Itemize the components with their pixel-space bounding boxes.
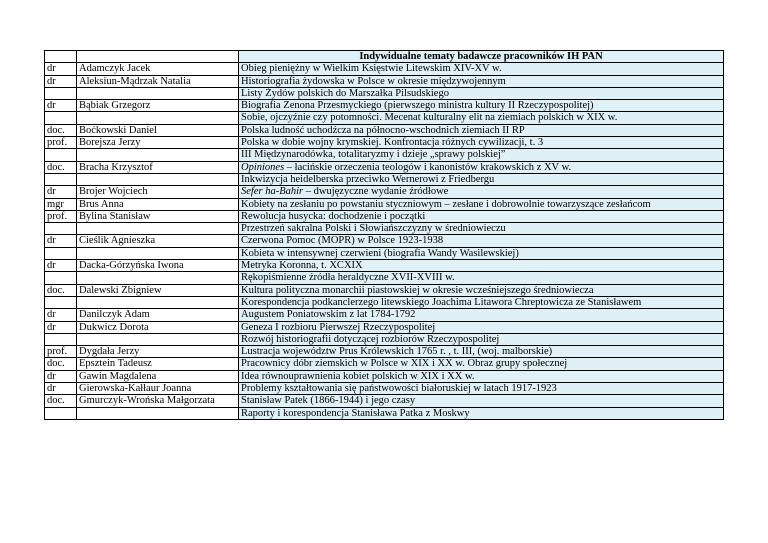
academic-title-cell: doc. — [45, 124, 77, 136]
header-title-column — [45, 51, 77, 63]
academic-title-cell: dr — [45, 383, 77, 395]
table-title: Indywidualne tematy badawcze pracowników IH PAN — [239, 51, 724, 63]
academic-title-cell — [45, 296, 77, 308]
table-row — [45, 346, 724, 358]
academic-title-cell: dr — [45, 370, 77, 382]
table-row — [45, 149, 724, 161]
academic-title-cell — [45, 247, 77, 259]
table-row — [45, 137, 724, 149]
research-topic-cell: Idea równouprawnienia kobiet polskich w XIX i XX w. — [239, 370, 724, 382]
research-topic-cell: Metryka Koronna, t. XCXIX — [239, 260, 724, 272]
academic-title-cell: dr — [45, 321, 77, 333]
table-row — [45, 395, 724, 407]
researcher-name-cell: Epsztein Tadeusz — [77, 358, 239, 370]
research-topic-cell: Inkwizycja heidelberska przeciwko Wernerowi z Friedbergu — [239, 173, 724, 185]
table-row — [45, 124, 724, 136]
research-topic-cell: Rozwój historiografii dotyczącej rozbiorów Rzeczypospolitej — [239, 333, 724, 345]
table-body — [45, 51, 724, 420]
academic-title-cell — [45, 87, 77, 99]
research-topic-cell: Historiografia żydowska w Polsce w okresie międzywojennym — [239, 75, 724, 87]
academic-title-cell — [45, 272, 77, 284]
research-topic-cell: Czerwona Pomoc (MOPR) w Polsce 1923-1938 — [239, 235, 724, 247]
research-topic-cell: Raporty i korespondencja Stanisława Patka z Moskwy — [239, 407, 724, 419]
academic-title-cell — [45, 223, 77, 235]
table-row — [45, 186, 724, 198]
research-topic-cell: Geneza I rozbioru Pierwszej Rzeczypospolitej — [239, 321, 724, 333]
table-row — [45, 247, 724, 259]
research-topic-cell: Stanisław Patek (1866-1944) i jego czasy — [239, 395, 724, 407]
table-row — [45, 100, 724, 112]
academic-title-cell: prof. — [45, 137, 77, 149]
researcher-name-cell — [77, 112, 239, 124]
researcher-name-cell: Aleksiun-Mądrzak Natalia — [77, 75, 239, 87]
research-topic-cell: Kobiety na zesłaniu po powstaniu styczniowym – zesłane i dobrowolnie towarzyszące zesłańcom — [239, 198, 724, 210]
topic-text: – łacińskie orzeczenia teologów i kanonistów krakowskich z XV w. — [284, 161, 572, 173]
research-topic-cell — [239, 186, 724, 198]
academic-title-cell: doc. — [45, 161, 77, 173]
researcher-name-cell: Boćkowski Daniel — [77, 124, 239, 136]
research-topic-cell: Kobieta w intensywnej czerwieni (biografia Wandy Wasilewskiej) — [239, 247, 724, 259]
researcher-name-cell — [77, 407, 239, 419]
header-name-column — [77, 51, 239, 63]
researcher-name-cell: Borejsza Jerzy — [77, 137, 239, 149]
research-topic-cell: III Międzynarodówka, totalitaryzmy i dzieje „sprawy polskiej” — [239, 149, 724, 161]
academic-title-cell: dr — [45, 100, 77, 112]
academic-title-cell: dr — [45, 235, 77, 247]
research-topic-cell: Przestrzeń sakralna Polski i Słowiańszczyzny w średniowieczu — [239, 223, 724, 235]
academic-title-cell — [45, 407, 77, 419]
researcher-name-cell: Gawin Magdalena — [77, 370, 239, 382]
researcher-name-cell: Bąbiak Grzegorz — [77, 100, 239, 112]
table-row — [45, 75, 724, 87]
researcher-name-cell: Dalewski Zbigniew — [77, 284, 239, 296]
table-row — [45, 210, 724, 222]
research-topic-cell: Polska w dobie wojny krymskiej. Konfrontacja różnych cywilizacji, t. 3 — [239, 137, 724, 149]
table-row — [45, 383, 724, 395]
researcher-name-cell — [77, 87, 239, 99]
academic-title-cell — [45, 112, 77, 124]
academic-title-cell — [45, 333, 77, 345]
table-row — [45, 358, 724, 370]
topic-italic-title: Opiniones — [241, 161, 285, 173]
table-row — [45, 235, 724, 247]
researcher-name-cell: Bylina Stanisław — [77, 210, 239, 222]
academic-title-cell: prof. — [45, 346, 77, 358]
topic-text: – dwujęzyczne wydanie źródłowe — [303, 186, 449, 198]
table-row — [45, 112, 724, 124]
researcher-name-cell: Dacka-Górzyńska Iwona — [77, 260, 239, 272]
table-row — [45, 161, 724, 173]
table-row — [45, 321, 724, 333]
table-row — [45, 407, 724, 419]
research-topic-cell: Lustracja województw Prus Królewskich 1765 r. , t. III, (woj. malborskie) — [239, 346, 724, 358]
topic-italic-title: Sefer ha-Bahir — [241, 186, 304, 198]
researcher-name-cell: Cieślik Agnieszka — [77, 235, 239, 247]
research-topic-cell: Rewolucja husycka: dochodzenie i początki — [239, 210, 724, 222]
table-row — [45, 87, 724, 99]
research-topic-cell: Listy Żydów polskich do Marszałka Pilsudskiego — [239, 87, 724, 99]
researcher-name-cell — [77, 223, 239, 235]
table-row — [45, 309, 724, 321]
academic-title-cell — [45, 173, 77, 185]
academic-title-cell: dr — [45, 75, 77, 87]
research-topic-cell: Kultura polityczna monarchii piastowskiej w okresie wcześniejszego średniowiecza — [239, 284, 724, 296]
research-topic-cell: Polska ludność uchodźcza na północno-wschodnich ziemiach II RP — [239, 124, 724, 136]
research-topic-cell: Rękopiśmienne źródła heraldyczne XVII-XVIII w. — [239, 272, 724, 284]
table-row — [45, 333, 724, 345]
researcher-name-cell: Brojer Wojciech — [77, 186, 239, 198]
research-topic-cell: Obieg pieniężny w Wielkim Księstwie Litewskim XIV-XV w. — [239, 63, 724, 75]
researcher-name-cell — [77, 272, 239, 284]
researcher-name-cell: Dukwicz Dorota — [77, 321, 239, 333]
researcher-name-cell: Gierowska-Kałłaur Joanna — [77, 383, 239, 395]
academic-title-cell: doc. — [45, 284, 77, 296]
researcher-name-cell — [77, 149, 239, 161]
table-row — [45, 223, 724, 235]
table-row — [45, 63, 724, 75]
researcher-name-cell — [77, 296, 239, 308]
researcher-name-cell: Brus Anna — [77, 198, 239, 210]
table-row — [45, 173, 724, 185]
academic-title-cell: dr — [45, 309, 77, 321]
research-topic-cell: Problemy kształtowania się państwowości białoruskiej w latach 1917-1923 — [239, 383, 724, 395]
table-row — [45, 296, 724, 308]
research-topic-cell: Korespondencja podkanclerzego litewskiego Joachima Litawora Chreptowicza ze Stanisławem — [239, 296, 724, 308]
academic-title-cell: dr — [45, 260, 77, 272]
table-row — [45, 260, 724, 272]
researcher-name-cell: Bracha Krzysztof — [77, 161, 239, 173]
research-topics-table — [44, 50, 724, 420]
academic-title-cell: prof. — [45, 210, 77, 222]
researcher-name-cell: Dygdała Jerzy — [77, 346, 239, 358]
research-topic-cell — [239, 161, 724, 173]
academic-title-cell — [45, 149, 77, 161]
researcher-name-cell — [77, 173, 239, 185]
academic-title-cell: doc. — [45, 358, 77, 370]
academic-title-cell: mgr — [45, 198, 77, 210]
table-row — [45, 370, 724, 382]
table-row — [45, 284, 724, 296]
researcher-name-cell — [77, 247, 239, 259]
researcher-name-cell: Adamczyk Jacek — [77, 63, 239, 75]
research-topic-cell: Augustem Poniatowskim z lat 1784-1792 — [239, 309, 724, 321]
research-topic-cell: Sobie, ojczyźnie czy potomności. Mecenat kulturalny elit na ziemiach polskich w XIX w. — [239, 112, 724, 124]
researcher-name-cell: Danilczyk Adam — [77, 309, 239, 321]
table-row — [45, 198, 724, 210]
academic-title-cell: doc. — [45, 395, 77, 407]
academic-title-cell: dr — [45, 186, 77, 198]
researcher-name-cell — [77, 333, 239, 345]
research-topic-cell: Biografia Zenona Przesmyckiego (pierwszego ministra kultury II Rzeczypospolitej) — [239, 100, 724, 112]
academic-title-cell: dr — [45, 63, 77, 75]
header-row — [45, 51, 724, 63]
researcher-name-cell: Gmurczyk-Wrońska Małgorzata — [77, 395, 239, 407]
research-topic-cell: Pracownicy dóbr ziemskich w Polsce w XIX i XX w. Obraz grupy społecznej — [239, 358, 724, 370]
table-row — [45, 272, 724, 284]
